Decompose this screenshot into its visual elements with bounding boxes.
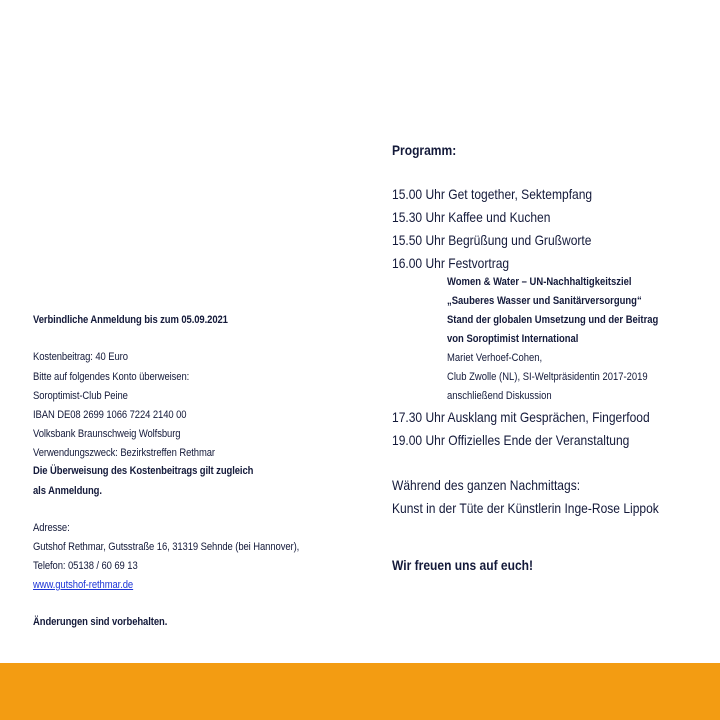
changes-note: Änderungen sind vorbehalten.	[33, 616, 168, 628]
website-link[interactable]: www.gutshof-rethmar.de	[33, 579, 134, 591]
lecture-title: Women & Water – UN-Nachhaltigkeitsziel	[447, 276, 632, 288]
fee-text: Kostenbeitrag: 40 Euro	[33, 351, 128, 363]
program-item: 17.30 Uhr Ausklang mit Gesprächen, Fingerfood	[392, 409, 650, 425]
speaker-role: Club Zwolle (NL), SI-Weltpräsidentin 2017-2019	[447, 371, 648, 383]
address-label: Adresse:	[33, 522, 70, 534]
program-title: Programm:	[392, 142, 457, 158]
address-text: Gutshof Rethmar, Gutsstraße 16, 31319 Sehnde (bei Hannover),	[33, 541, 300, 553]
program-item: 16.00 Uhr Festvortrag	[392, 255, 510, 271]
speaker-name: Mariet Verhoef-Cohen,	[447, 352, 543, 364]
program-item: 15.00 Uhr Get together, Sektempfang	[392, 186, 593, 202]
account-holder: Soroptimist-Club Peine	[33, 390, 128, 402]
afternoon-label: Während des ganzen Nachmittags:	[392, 477, 581, 493]
footer-color-bar	[0, 663, 720, 720]
transfer-note: Bitte auf folgendes Konto überweisen:	[33, 371, 190, 383]
program-item: 19.00 Uhr Offizielles Ende der Veranstaltung	[392, 432, 630, 448]
transfer-notice-line-2: als Anmeldung.	[33, 485, 102, 497]
iban-text: IBAN DE08 2699 1066 7224 2140 00	[33, 409, 187, 421]
lecture-topic-line-1: Stand der globalen Umsetzung und der Beitrag	[447, 314, 659, 326]
bank-name: Volksbank Braunschweig Wolfsburg	[33, 428, 181, 440]
afternoon-art: Kunst in der Tüte der Künstlerin Inge-Rose Lippok	[392, 500, 659, 516]
program-item: 15.30 Uhr Kaffee und Kuchen	[392, 209, 551, 225]
lecture-subtitle: „Sauberes Wasser und Sanitärversorgung“	[447, 295, 642, 307]
transfer-notice-line-1: Die Überweisung des Kostenbeitrags gilt zugleich	[33, 465, 254, 477]
lecture-topic-line-2: von Soroptimist International	[447, 333, 579, 345]
program-item: 15.50 Uhr Begrüßung und Grußworte	[392, 232, 592, 248]
closing-message: Wir freuen uns auf euch!	[392, 557, 534, 573]
discussion-note: anschließend Diskussion	[447, 390, 552, 402]
phone-text: Telefon: 05138 / 60 69 13	[33, 560, 138, 572]
payment-purpose: Verwendungszweck: Bezirkstreffen Rethmar	[33, 447, 215, 459]
registration-deadline: Verbindliche Anmeldung bis zum 05.09.2021	[33, 314, 228, 326]
